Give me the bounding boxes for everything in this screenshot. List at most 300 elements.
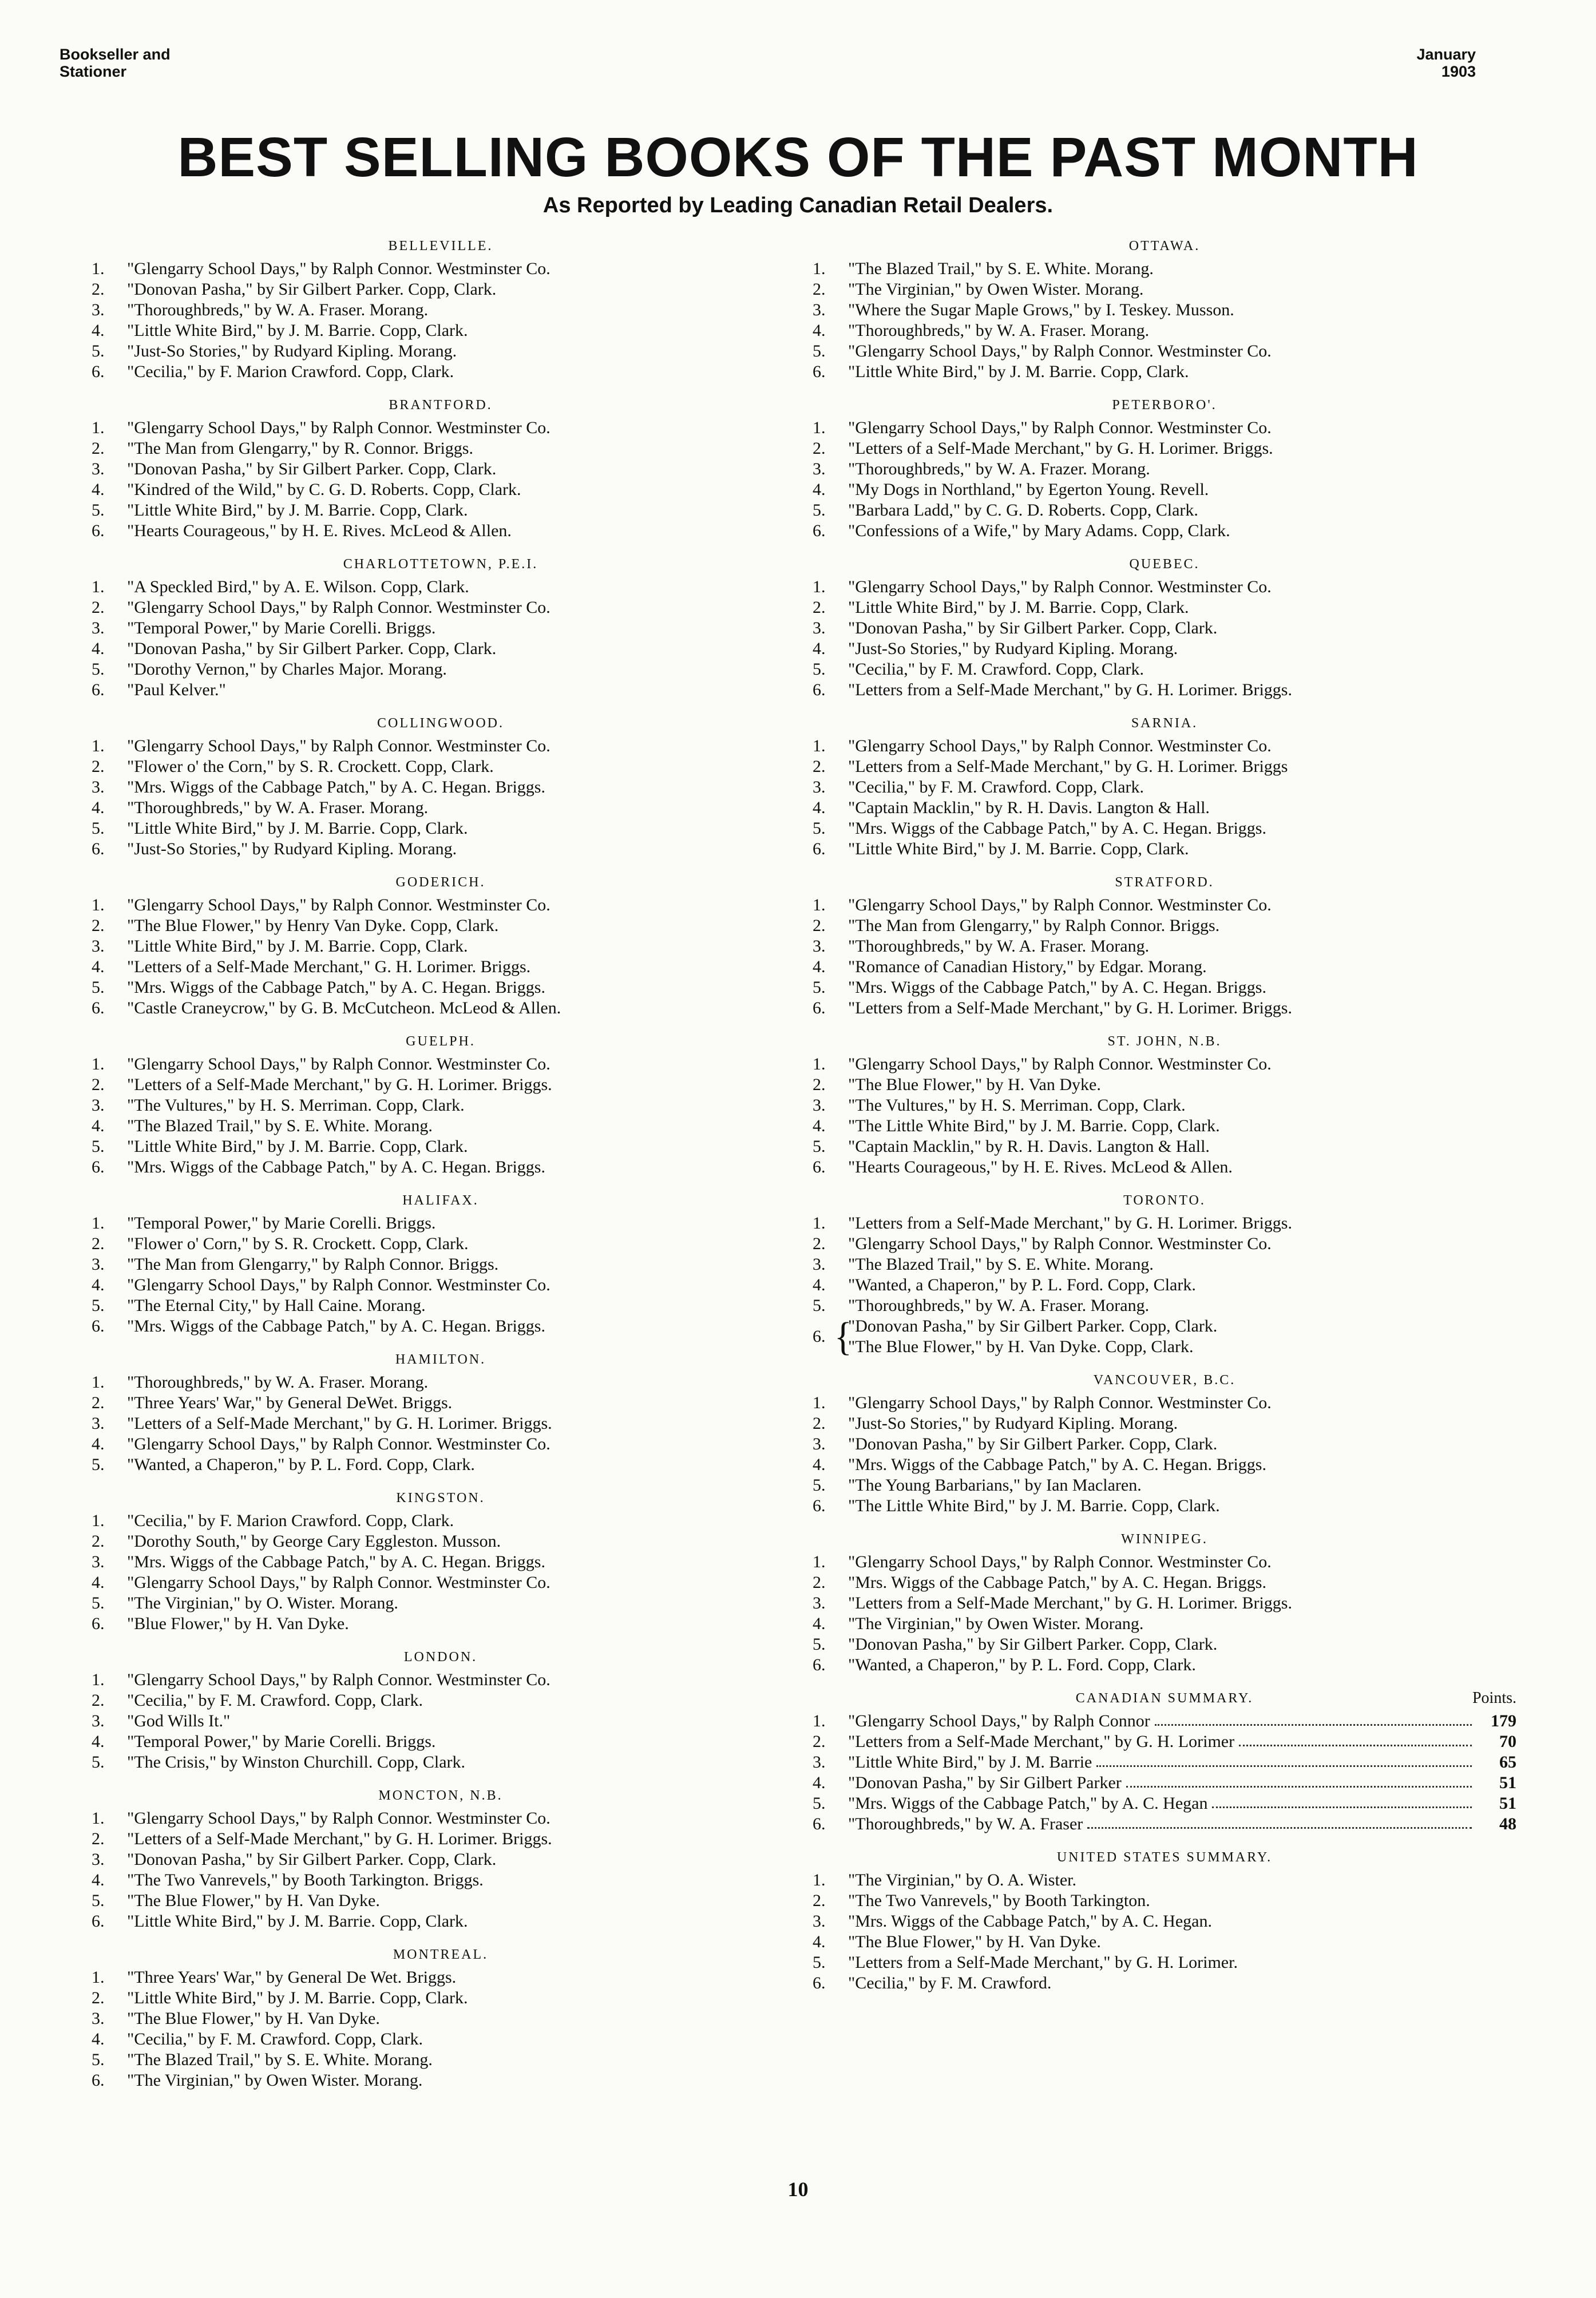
rank-number: 6. — [92, 999, 105, 1017]
rank-number: 4. — [813, 480, 826, 499]
book-entry — [92, 1157, 790, 1178]
rank-number: 1. — [92, 736, 105, 755]
book-entry — [92, 1752, 790, 1773]
dot-leader — [1239, 1732, 1472, 1746]
summary-row — [813, 1711, 1516, 1732]
book-entry — [813, 1973, 1516, 1994]
rank-number: 3. — [813, 300, 826, 319]
book-entry — [92, 1711, 790, 1732]
rank-number: 6. — [813, 1655, 826, 1674]
book-title-author: "Mrs. Wiggs of the Cabbage Patch," by A. C. Hegan. Briggs. — [848, 819, 1266, 838]
book-entry — [92, 300, 790, 320]
book-title-author: "Romance of Canadian History," by Edgar. Morang. — [848, 957, 1207, 976]
book-title-author: "Wanted, a Chaperon," by P. L. Ford. Copp, Clark. — [848, 1655, 1196, 1674]
book-title-author: "Little White Bird," by J. M. Barrie. Copp, Clark. — [127, 1912, 468, 1931]
book-entry — [813, 936, 1516, 957]
book-title-author: "Letters of a Self-Made Merchant," G. H. Lorimer. Briggs. — [127, 957, 531, 976]
book-title-author: "Mrs. Wiggs of the Cabbage Patch," by A. C. Hegan. Briggs. — [127, 978, 545, 997]
rank-number: 3. — [92, 1096, 105, 1115]
city-heading: CHARLOTTETOWN, P.E.I. — [343, 557, 538, 572]
book-entry — [813, 1157, 1516, 1178]
rank-number: 4. — [92, 1275, 105, 1294]
rank-number: 4. — [813, 1116, 826, 1135]
rank-number: 1. — [92, 1670, 105, 1689]
book-entry — [92, 1511, 790, 1531]
book-entry — [813, 1614, 1516, 1634]
city-section — [92, 1645, 790, 1773]
book-title-author: "Thoroughbreds," by W. A. Frazer. Morang. — [848, 459, 1150, 478]
rank-number: 4. — [813, 1932, 826, 1951]
book-title-author: "Letters from a Self-Made Merchant," by G. H. Lorimer. Briggs — [848, 757, 1288, 776]
book-title-author: "The Blue Flower," by H. Van Dyke. — [127, 2009, 380, 2028]
rank-number: 1. — [813, 1711, 826, 1730]
book-entry — [813, 639, 1516, 659]
rank-number: 6. — [813, 1158, 826, 1176]
rank-number: 5. — [92, 1137, 105, 1156]
book-entry — [813, 362, 1516, 382]
book-entry — [92, 957, 790, 977]
book-title-author: "Thoroughbreds," by W. A. Fraser. Morang. — [848, 1296, 1150, 1315]
city-heading: ST. JOHN, N.B. — [1107, 1034, 1222, 1049]
book-title-author: "Just-So Stories," by Rudyard Kipling. Morang. — [127, 839, 457, 858]
book-entry — [813, 1552, 1516, 1572]
book-entry — [92, 1316, 790, 1337]
book-entry — [92, 1455, 790, 1475]
tied-entries — [813, 1316, 1516, 1357]
book-title-author: "My Dogs in Northland," by Egerton Young. Revell. — [848, 480, 1209, 499]
book-entry — [813, 1891, 1516, 1911]
book-entry — [92, 1829, 790, 1849]
book-title-author: "The Eternal City," by Hall Caine. Morang. — [127, 1296, 426, 1315]
book-title-author: "Glengarry School Days," by Ralph Connor. Westminster Co. — [127, 1809, 551, 1828]
book-title-author: "The Blue Flower," by H. Van Dyke. — [848, 1075, 1101, 1094]
book-entry — [92, 1988, 790, 2008]
book-entry — [813, 1655, 1516, 1675]
city-section — [92, 1029, 790, 1178]
book-title-author: "The Vultures," by H. S. Merriman. Copp, Clark. — [848, 1096, 1186, 1115]
rank-number: 3. — [92, 937, 105, 956]
rank-number: 2. — [813, 1573, 826, 1592]
book-entry — [813, 500, 1516, 521]
city-section — [813, 1029, 1516, 1178]
rank-number: 5. — [813, 660, 826, 679]
rank-number: 2. — [92, 1075, 105, 1094]
rank-number: 6. — [813, 999, 826, 1017]
city-heading: HALIFAX. — [402, 1193, 479, 1208]
rank-number: 1. — [92, 896, 105, 914]
book-title-author: "Flower o' the Corn," by S. R. Crockett. Copp, Clark. — [127, 757, 494, 776]
rank-number: 5. — [92, 342, 105, 360]
book-title-author: "Glengarry School Days," by Ralph Connor. Westminster Co. — [848, 418, 1272, 437]
book-title-author: "The Young Barbarians," by Ian Maclaren. — [848, 1476, 1142, 1495]
rank-number: 5. — [92, 1594, 105, 1612]
book-entry — [813, 1413, 1516, 1434]
rank-number: 4. — [92, 1435, 105, 1453]
rank-number: 3. — [92, 1414, 105, 1433]
book-entry — [813, 1932, 1516, 1952]
book-title-author: "Letters from a Self-Made Merchant," by G. H. Lorimer. Briggs. — [848, 680, 1292, 699]
book-entry — [92, 1213, 790, 1234]
book-title-author: "Cecilia," by F. Marion Crawford. Copp, Clark. — [127, 1511, 454, 1530]
left-column — [92, 233, 790, 2101]
book-entry — [92, 1116, 790, 1136]
rank-number: 3. — [813, 1255, 826, 1274]
book-title-author: "Letters from a Self-Made Merchant," by G. H. Lorimer. Briggs. — [848, 999, 1292, 1017]
book-title-author: "The Blazed Trail," by S. E. White. Morang. — [848, 1255, 1154, 1274]
city-heading: PETERBORO'. — [1112, 398, 1217, 413]
rank-number: 5. — [92, 819, 105, 838]
book-title-author: "Confessions of a Wife," by Mary Adams. Copp, Clark. — [848, 521, 1230, 540]
book-entry — [92, 418, 790, 438]
rank-number: 4. — [92, 1871, 105, 1889]
city-heading: WINNIPEG. — [1121, 1532, 1208, 1547]
rank-number: 6. — [92, 1158, 105, 1176]
book-title-author: "Captain Macklin," by R. H. Davis. Langton & Hall. — [848, 798, 1210, 817]
book-entry — [813, 597, 1516, 618]
book-entry — [813, 300, 1516, 320]
book-entry — [813, 1254, 1516, 1275]
book-title-author: "Little White Bird," by J. M. Barrie. Copp, Clark. — [127, 501, 468, 520]
book-title-author: "Letters of a Self-Made Merchant," by G. H. Lorimer. Briggs. — [848, 439, 1273, 458]
rank-number: 2. — [813, 916, 826, 935]
city-section — [813, 1527, 1516, 1675]
rank-number: 5. — [813, 1953, 826, 1972]
book-entry — [92, 1413, 790, 1434]
book-title-author: "Donovan Pasha," by Sir Gilbert Parker. Copp, Clark. — [127, 1850, 497, 1869]
book-entry — [92, 1690, 790, 1711]
points-value: 70 — [1499, 1732, 1516, 1751]
rank-number: 1. — [813, 1871, 826, 1889]
rank-number: 5. — [92, 1296, 105, 1315]
book-entry — [813, 998, 1516, 1019]
book-entry — [92, 1275, 790, 1295]
book-entry — [813, 1234, 1516, 1254]
book-entry — [813, 1496, 1516, 1516]
rank-number: 1. — [813, 577, 826, 596]
book-entry — [92, 1849, 790, 1870]
rank-number: 3. — [813, 619, 826, 637]
book-title-author: "Thoroughbreds," by W. A. Fraser — [848, 1814, 1083, 1833]
book-entry — [92, 2070, 790, 2091]
brace-icon: { — [834, 1314, 852, 1359]
points-column-label: Points. — [1472, 1689, 1516, 1707]
book-title-author: "Donovan Pasha," by Sir Gilbert Parker. Copp, Clark. — [127, 459, 497, 478]
rank-number: 3. — [813, 1594, 826, 1612]
dot-leader — [1087, 1814, 1472, 1829]
book-title-author: "Paul Kelver." — [127, 680, 226, 699]
city-heading: OTTAWA. — [1128, 239, 1201, 253]
book-entry — [813, 1870, 1516, 1891]
tied-list — [848, 1316, 1217, 1357]
book-entry — [813, 480, 1516, 500]
rank-number: 2. — [92, 1829, 105, 1848]
rank-number: 1. — [92, 577, 105, 596]
book-title-author: "Dorothy Vernon," by Charles Major. Morang. — [127, 660, 447, 679]
rank-number: 4. — [92, 321, 105, 340]
book-title-author: "The Two Vanrevels," by Booth Tarkington. — [848, 1891, 1150, 1910]
city-heading: KINGSTON. — [396, 1491, 485, 1505]
city-section — [92, 1347, 790, 1475]
book-entry — [813, 1475, 1516, 1496]
book-entry — [813, 1911, 1516, 1932]
book-entry — [813, 1275, 1516, 1295]
rank-number: 3. — [92, 1711, 105, 1730]
city-heading: GODERICH. — [395, 875, 486, 890]
city-section — [813, 233, 1516, 382]
city-heading: VANCOUVER, B.C. — [1093, 1373, 1236, 1388]
book-title-author: "Mrs. Wiggs of the Cabbage Patch," by A. C. Hegan. Briggs. — [127, 1552, 545, 1571]
book-entry — [92, 1075, 790, 1095]
book-entry — [848, 1337, 1217, 1357]
book-title-author: "Blue Flower," by H. Van Dyke. — [127, 1614, 349, 1633]
book-entry — [92, 1434, 790, 1455]
city-heading: QUEBEC. — [1129, 557, 1200, 572]
book-title-author: "Glengarry School Days," by Ralph Connor — [848, 1711, 1150, 1730]
rank-number: 3. — [92, 778, 105, 797]
book-title-author: "Temporal Power," by Marie Corelli. Briggs. — [127, 1214, 436, 1233]
rank-number: 5. — [813, 1296, 826, 1315]
book-title-author: "Cecilia," by F. M. Crawford. Copp, Clark. — [848, 660, 1144, 679]
rank-number: 4. — [813, 1773, 826, 1792]
rank-number: 2. — [92, 1393, 105, 1412]
book-entry — [813, 1952, 1516, 1973]
book-title-author: "A Speckled Bird," by A. E. Wilson. Copp, Clark. — [127, 577, 469, 596]
book-entry — [813, 1075, 1516, 1095]
book-entry — [813, 680, 1516, 700]
rank-number: 5. — [813, 819, 826, 838]
rank-number: 2. — [813, 1234, 826, 1253]
book-entry — [92, 1531, 790, 1552]
masthead-right — [1416, 46, 1476, 80]
rank-number: 4. — [92, 1732, 105, 1751]
rank-number: 3. — [92, 1850, 105, 1869]
summary-row — [813, 1773, 1516, 1793]
book-entry — [92, 1372, 790, 1393]
book-title-author: "Glengarry School Days," by Ralph Connor. Westminster Co. — [127, 1435, 551, 1453]
book-entry — [813, 521, 1516, 541]
page-subtitle: As Reported by Leading Canadian Retail Dealers. — [542, 193, 1054, 217]
book-title-author: "Little White Bird," by J. M. Barrie. Copp, Clark. — [127, 321, 468, 340]
book-entry — [813, 341, 1516, 362]
rank-number: 3. — [92, 1552, 105, 1571]
rank-number: 1. — [813, 736, 826, 755]
dot-leader — [1096, 1752, 1472, 1767]
rank-number: 5. — [92, 1753, 105, 1772]
summary-row — [813, 1732, 1516, 1752]
rank-number: 4. — [92, 1116, 105, 1135]
rank-number: 2. — [92, 598, 105, 617]
book-entry — [92, 279, 790, 300]
rank-number: 1. — [92, 1809, 105, 1828]
rank-number: 2. — [92, 280, 105, 299]
city-section — [813, 1188, 1516, 1357]
book-entry — [92, 618, 790, 639]
rank-number: 6. — [813, 680, 826, 699]
book-entry — [92, 977, 790, 998]
rank-number: 6. — [813, 839, 826, 858]
issue-month: January — [1416, 46, 1476, 63]
rank-number: 6. — [813, 1496, 826, 1515]
rank-number: 2. — [92, 757, 105, 776]
city-section — [92, 1188, 790, 1337]
rank-number: 5. — [813, 342, 826, 360]
book-entry — [92, 597, 790, 618]
rank-number: 2. — [92, 1234, 105, 1253]
book-title-author: "Glengarry School Days," by Ralph Connor. Westminster Co. — [127, 736, 551, 755]
book-title-author: "Hearts Courageous," by H. E. Rives. McLeod & Allen. — [848, 1158, 1233, 1176]
rank-number: 3. — [813, 778, 826, 797]
book-title-author: "Cecilia," by F. M. Crawford. — [848, 1974, 1052, 1992]
city-section — [813, 870, 1516, 1019]
rank-number: 3. — [92, 1255, 105, 1274]
book-entry — [813, 418, 1516, 438]
book-title-author: "Glengarry School Days," by Ralph Connor. Westminster Co. — [848, 1055, 1272, 1073]
book-title-author: "The Virginian," by Owen Wister. Morang. — [848, 1614, 1144, 1633]
book-title-author: "Glengarry School Days," by Ralph Connor. Westminster Co. — [127, 598, 551, 617]
rank-number: 5. — [813, 1635, 826, 1654]
book-entry — [813, 1593, 1516, 1614]
dot-leader — [1212, 1793, 1472, 1808]
rank-number: 1. — [813, 1055, 826, 1073]
book-title-author: "Glengarry School Days," by Ralph Connor. Westminster Co. — [127, 418, 551, 437]
rank-number: 2. — [813, 1414, 826, 1433]
book-entry — [92, 998, 790, 1019]
rank-number: 6. — [92, 362, 105, 381]
book-entry — [92, 1572, 790, 1593]
book-entry — [813, 957, 1516, 977]
book-title-author: "Mrs. Wiggs of the Cabbage Patch," by A. C. Hegan. Briggs. — [127, 1317, 545, 1336]
rank-number: 3. — [813, 937, 826, 956]
book-entry — [92, 459, 790, 480]
rank-number: 4. — [92, 957, 105, 976]
book-title-author: "Cecilia," by F. Marion Crawford. Copp, Clark. — [127, 362, 454, 381]
book-title-author: "Castle Craneycrow," by G. B. McCutcheon. McLeod & Allen. — [127, 999, 561, 1017]
book-entry — [813, 1393, 1516, 1413]
book-entry — [813, 577, 1516, 597]
city-heading: STRATFORD. — [1115, 875, 1214, 890]
rank-number: 4. — [813, 1614, 826, 1633]
points-value: 51 — [1499, 1773, 1516, 1792]
book-entry — [92, 1136, 790, 1157]
rank-number: 3. — [92, 459, 105, 478]
book-entry — [92, 895, 790, 916]
book-title-author: "Dorothy South," by George Cary Eggleston. Musson. — [127, 1532, 501, 1551]
book-entry — [92, 1614, 790, 1634]
book-title-author: "Letters from a Self-Made Merchant," by G. H. Lorimer. — [848, 1953, 1238, 1972]
rank-number: 3. — [92, 300, 105, 319]
book-entry — [813, 736, 1516, 756]
book-title-author: "Letters of a Self-Made Merchant," by G. H. Lorimer. Briggs. — [127, 1075, 552, 1094]
city-section — [92, 393, 790, 541]
book-title-author: "Donovan Pasha," by Sir Gilbert Parker. Copp, Clark. — [127, 639, 497, 658]
rank-number: 1. — [92, 259, 105, 278]
page-number: 10 — [787, 2178, 809, 2201]
rank-number: 5. — [813, 501, 826, 520]
book-title-author: "Glengarry School Days," by Ralph Connor. Westminster Co. — [848, 1552, 1272, 1571]
rank-number: 6. — [813, 362, 826, 381]
book-entry — [813, 777, 1516, 798]
masthead-publication: Bookseller and — [60, 46, 171, 63]
rank-number: 4. — [813, 1275, 826, 1294]
book-title-author: "Donovan Pasha," by Sir Gilbert Parker. Copp, Clark. — [848, 1635, 1218, 1654]
book-title-author: "Kindred of the Wild," by C. G. D. Roberts. Copp, Clark. — [127, 480, 521, 499]
book-title-author: "Glengarry School Days," by Ralph Connor. Westminster Co. — [848, 736, 1272, 755]
book-title-author: "Where the Sugar Maple Grows," by I. Teskey. Musson. — [848, 300, 1234, 319]
rank-number: 5. — [92, 2050, 105, 2069]
book-title-author: "The Little White Bird," by J. M. Barrie. Copp, Clark. — [848, 1116, 1220, 1135]
rank-number: 1. — [813, 1552, 826, 1571]
city-section — [92, 1485, 790, 1634]
book-title-author: "Little White Bird," by J. M. Barrie. Copp, Clark. — [848, 598, 1189, 617]
book-title-author: "The Little White Bird," by J. M. Barrie. Copp, Clark. — [848, 1496, 1220, 1515]
rank-number: 2. — [92, 439, 105, 458]
book-entry — [813, 438, 1516, 459]
issue-year: 1903 — [1441, 63, 1476, 80]
book-title-author: "The Blazed Trail," by S. E. White. Morang. — [127, 1116, 433, 1135]
summary-row — [813, 1793, 1516, 1814]
book-entry — [813, 798, 1516, 818]
rank-number: 2. — [813, 1732, 826, 1751]
book-entry — [813, 895, 1516, 916]
book-entry — [92, 500, 790, 521]
book-entry — [813, 659, 1516, 680]
book-title-author: "Just-So Stories," by Rudyard Kipling. Morang. — [848, 1414, 1178, 1433]
book-title-author: "Letters of a Self-Made Merchant," by G. H. Lorimer. Briggs. — [127, 1829, 552, 1848]
rank-number: 4. — [92, 1573, 105, 1592]
book-entry — [92, 480, 790, 500]
book-entry — [813, 1295, 1516, 1316]
rank-number: 1. — [92, 1055, 105, 1073]
book-entry — [848, 1316, 1217, 1337]
book-title-author: "Letters of a Self-Made Merchant," by G. H. Lorimer. Briggs. — [127, 1414, 552, 1433]
book-entry — [813, 1095, 1516, 1116]
rank-number: 1. — [813, 896, 826, 914]
rank-number: 2. — [92, 1988, 105, 2007]
summary-heading — [813, 1686, 1516, 1711]
book-title-author: "Thoroughbreds," by W. A. Fraser. Morang. — [127, 1373, 429, 1392]
book-title-author: "Mrs. Wiggs of the Cabbage Patch," by A. C. Hegan. Briggs. — [127, 778, 545, 797]
book-title-author: "Glengarry School Days," by Ralph Connor. Westminster Co. — [127, 1055, 551, 1073]
rank-number: 4. — [92, 798, 105, 817]
book-title-author: "Cecilia," by F. M. Crawford. Copp, Clark. — [127, 2030, 423, 2049]
book-title-author: "The Crisis," by Winston Churchill. Copp, Clark. — [127, 1753, 466, 1772]
book-entry — [813, 320, 1516, 341]
book-title-author: "The Virginian," by Owen Wister. Morang. — [848, 280, 1144, 299]
book-title-author: "Cecilia," by F. M. Crawford. Copp, Clark. — [127, 1691, 423, 1710]
book-entry — [92, 1891, 790, 1911]
book-entry — [92, 1911, 790, 1932]
points-value: 48 — [1499, 1814, 1516, 1833]
book-title-author: "God Wills It." — [127, 1711, 231, 1730]
book-entry — [92, 2029, 790, 2050]
rank-number: 4. — [92, 480, 105, 499]
book-entry — [92, 1095, 790, 1116]
book-entry — [92, 736, 790, 756]
rank-number: 5. — [92, 501, 105, 520]
book-title-author: "Little White Bird," by J. M. Barrie. Copp, Clark. — [127, 1137, 468, 1156]
book-entry — [92, 818, 790, 839]
book-title-author: "The Blazed Trail," by S. E. White. Morang. — [127, 2050, 433, 2069]
book-entry — [813, 977, 1516, 998]
book-title-author: "Little White Bird," by J. M. Barrie. Copp, Clark. — [848, 839, 1189, 858]
city-section — [813, 393, 1516, 541]
book-entry — [813, 259, 1516, 279]
rank-number: 5. — [92, 660, 105, 679]
book-title-author: "Hearts Courageous," by H. E. Rives. McLeod & Allen. — [127, 521, 512, 540]
book-entry — [92, 1254, 790, 1275]
rank-number: 6. — [92, 1614, 105, 1633]
rank-number: 3. — [813, 1435, 826, 1453]
